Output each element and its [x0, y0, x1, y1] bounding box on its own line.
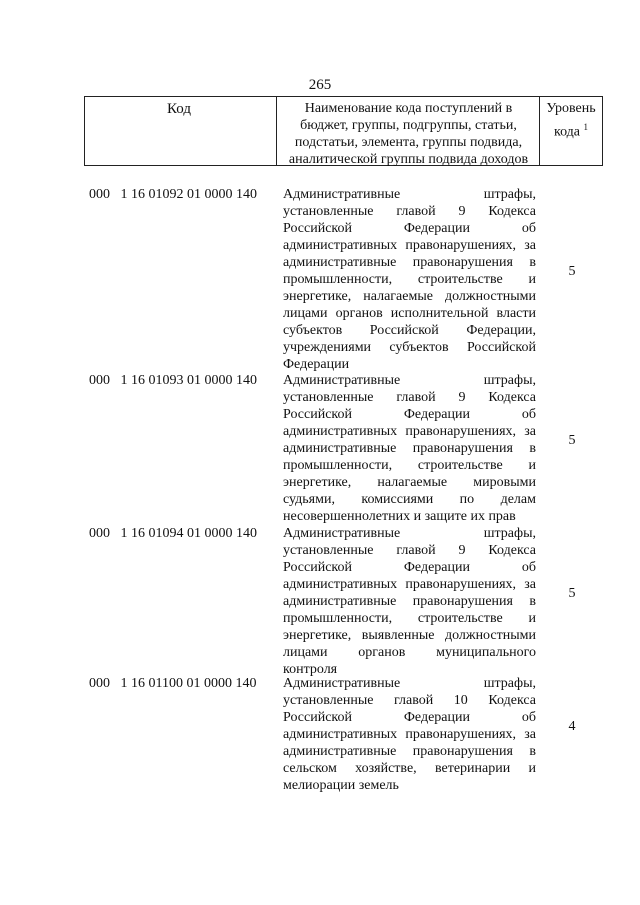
row-description [283, 675, 536, 794]
budget-classification-code: 1 16 01092 01 0000 140 [120, 187, 257, 202]
description-line: установленные главой 10 Кодекса [283, 693, 536, 708]
admin-code: 000 [89, 526, 110, 541]
description-line: Административные штрафы, [283, 676, 536, 691]
description-line: административных правонарушениях, за [283, 727, 536, 742]
header-name-line: Наименование кода поступлений в [304, 101, 513, 116]
description-line: субъектов Российской Федерации, [283, 323, 536, 338]
description-line: административные правонарушения в [283, 744, 536, 759]
description-line: Российской Федерации об [283, 710, 536, 725]
description-line: установленные главой 9 Кодекса [283, 543, 536, 558]
description-line: Административные штрафы, [283, 373, 536, 388]
admin-code: 000 [89, 373, 110, 388]
description-line: несовершеннолетних и защите их прав [283, 509, 516, 524]
row-level: 5 [568, 586, 576, 601]
description-line: административные правонарушения в [283, 255, 536, 270]
description-line: установленные главой 9 Кодекса [283, 390, 536, 405]
description-line: лицами органов муниципального [283, 645, 536, 660]
row-code [89, 675, 256, 692]
description-line: Федерации [283, 357, 350, 372]
description-line: энергетике, налагаемые должностными [283, 289, 536, 304]
row-level: 5 [568, 433, 576, 448]
description-line: административные правонарушения в [283, 594, 536, 609]
row-description [283, 372, 536, 525]
row-level: 5 [568, 264, 576, 279]
row-level: 4 [568, 719, 576, 734]
description-line: Российской Федерации об [283, 560, 536, 575]
description-line: мелиорации земель [283, 778, 399, 793]
description-line: административных правонарушениях, за [283, 577, 536, 592]
description-line: промышленности, строительстве и [283, 458, 536, 473]
description-line: лицами органов исполнительной власти [283, 306, 536, 321]
budget-classification-code: 1 16 01100 01 0000 140 [120, 676, 257, 691]
description-line: контроля [283, 662, 338, 677]
description-line: административные правонарушения в [283, 441, 536, 456]
footnote-marker: 1 [583, 122, 589, 132]
header-name-label [279, 100, 538, 168]
row-code [89, 186, 257, 203]
description-line: Российской Федерации об [283, 407, 536, 422]
description-line: энергетике, выявленные должностными [283, 628, 536, 643]
header-level-label [540, 100, 602, 142]
admin-code: 000 [89, 676, 110, 691]
description-line: судьями, комиссиями по делам [283, 492, 536, 507]
header-name-line: бюджет, группы, подгруппы, статьи, [300, 118, 517, 133]
header-name-line: аналитической группы подвида доходов [288, 152, 529, 167]
description-line: установленные главой 9 Кодекса [283, 204, 536, 219]
description-line: сельском хозяйстве, ветеринарии и [283, 761, 536, 776]
description-line: энергетике, налагаемые мировыми [283, 475, 536, 490]
row-code [89, 372, 257, 389]
row-description [283, 186, 536, 373]
description-line: учреждениями субъектов Российской [283, 340, 536, 355]
header-name-line: подстатьи, элемента, группы подвида, [294, 135, 523, 150]
header-level-word: кода [553, 124, 581, 140]
description-line: административных правонарушениях, за [283, 238, 536, 253]
admin-code: 000 [89, 187, 110, 202]
description-line: Административные штрафы, [283, 187, 536, 202]
table-header [84, 96, 603, 166]
budget-classification-code: 1 16 01093 01 0000 140 [120, 373, 257, 388]
header-border-right [602, 97, 603, 165]
header-divider-1 [276, 97, 277, 165]
row-code [89, 525, 257, 542]
budget-classification-code: 1 16 01094 01 0000 140 [120, 526, 257, 541]
header-code-label: Код [167, 101, 191, 117]
description-line: Административные штрафы, [283, 526, 536, 541]
header-level-line [540, 118, 602, 142]
header-level-line: Уровень [546, 101, 596, 116]
description-line: промышленности, строительстве и [283, 611, 536, 626]
description-line: административных правонарушениях, за [283, 424, 536, 439]
description-line: промышленности, строительстве и [283, 272, 536, 287]
description-line: Российской Федерации об [283, 221, 536, 236]
row-description [283, 525, 536, 678]
page-number: 265 [308, 77, 332, 93]
